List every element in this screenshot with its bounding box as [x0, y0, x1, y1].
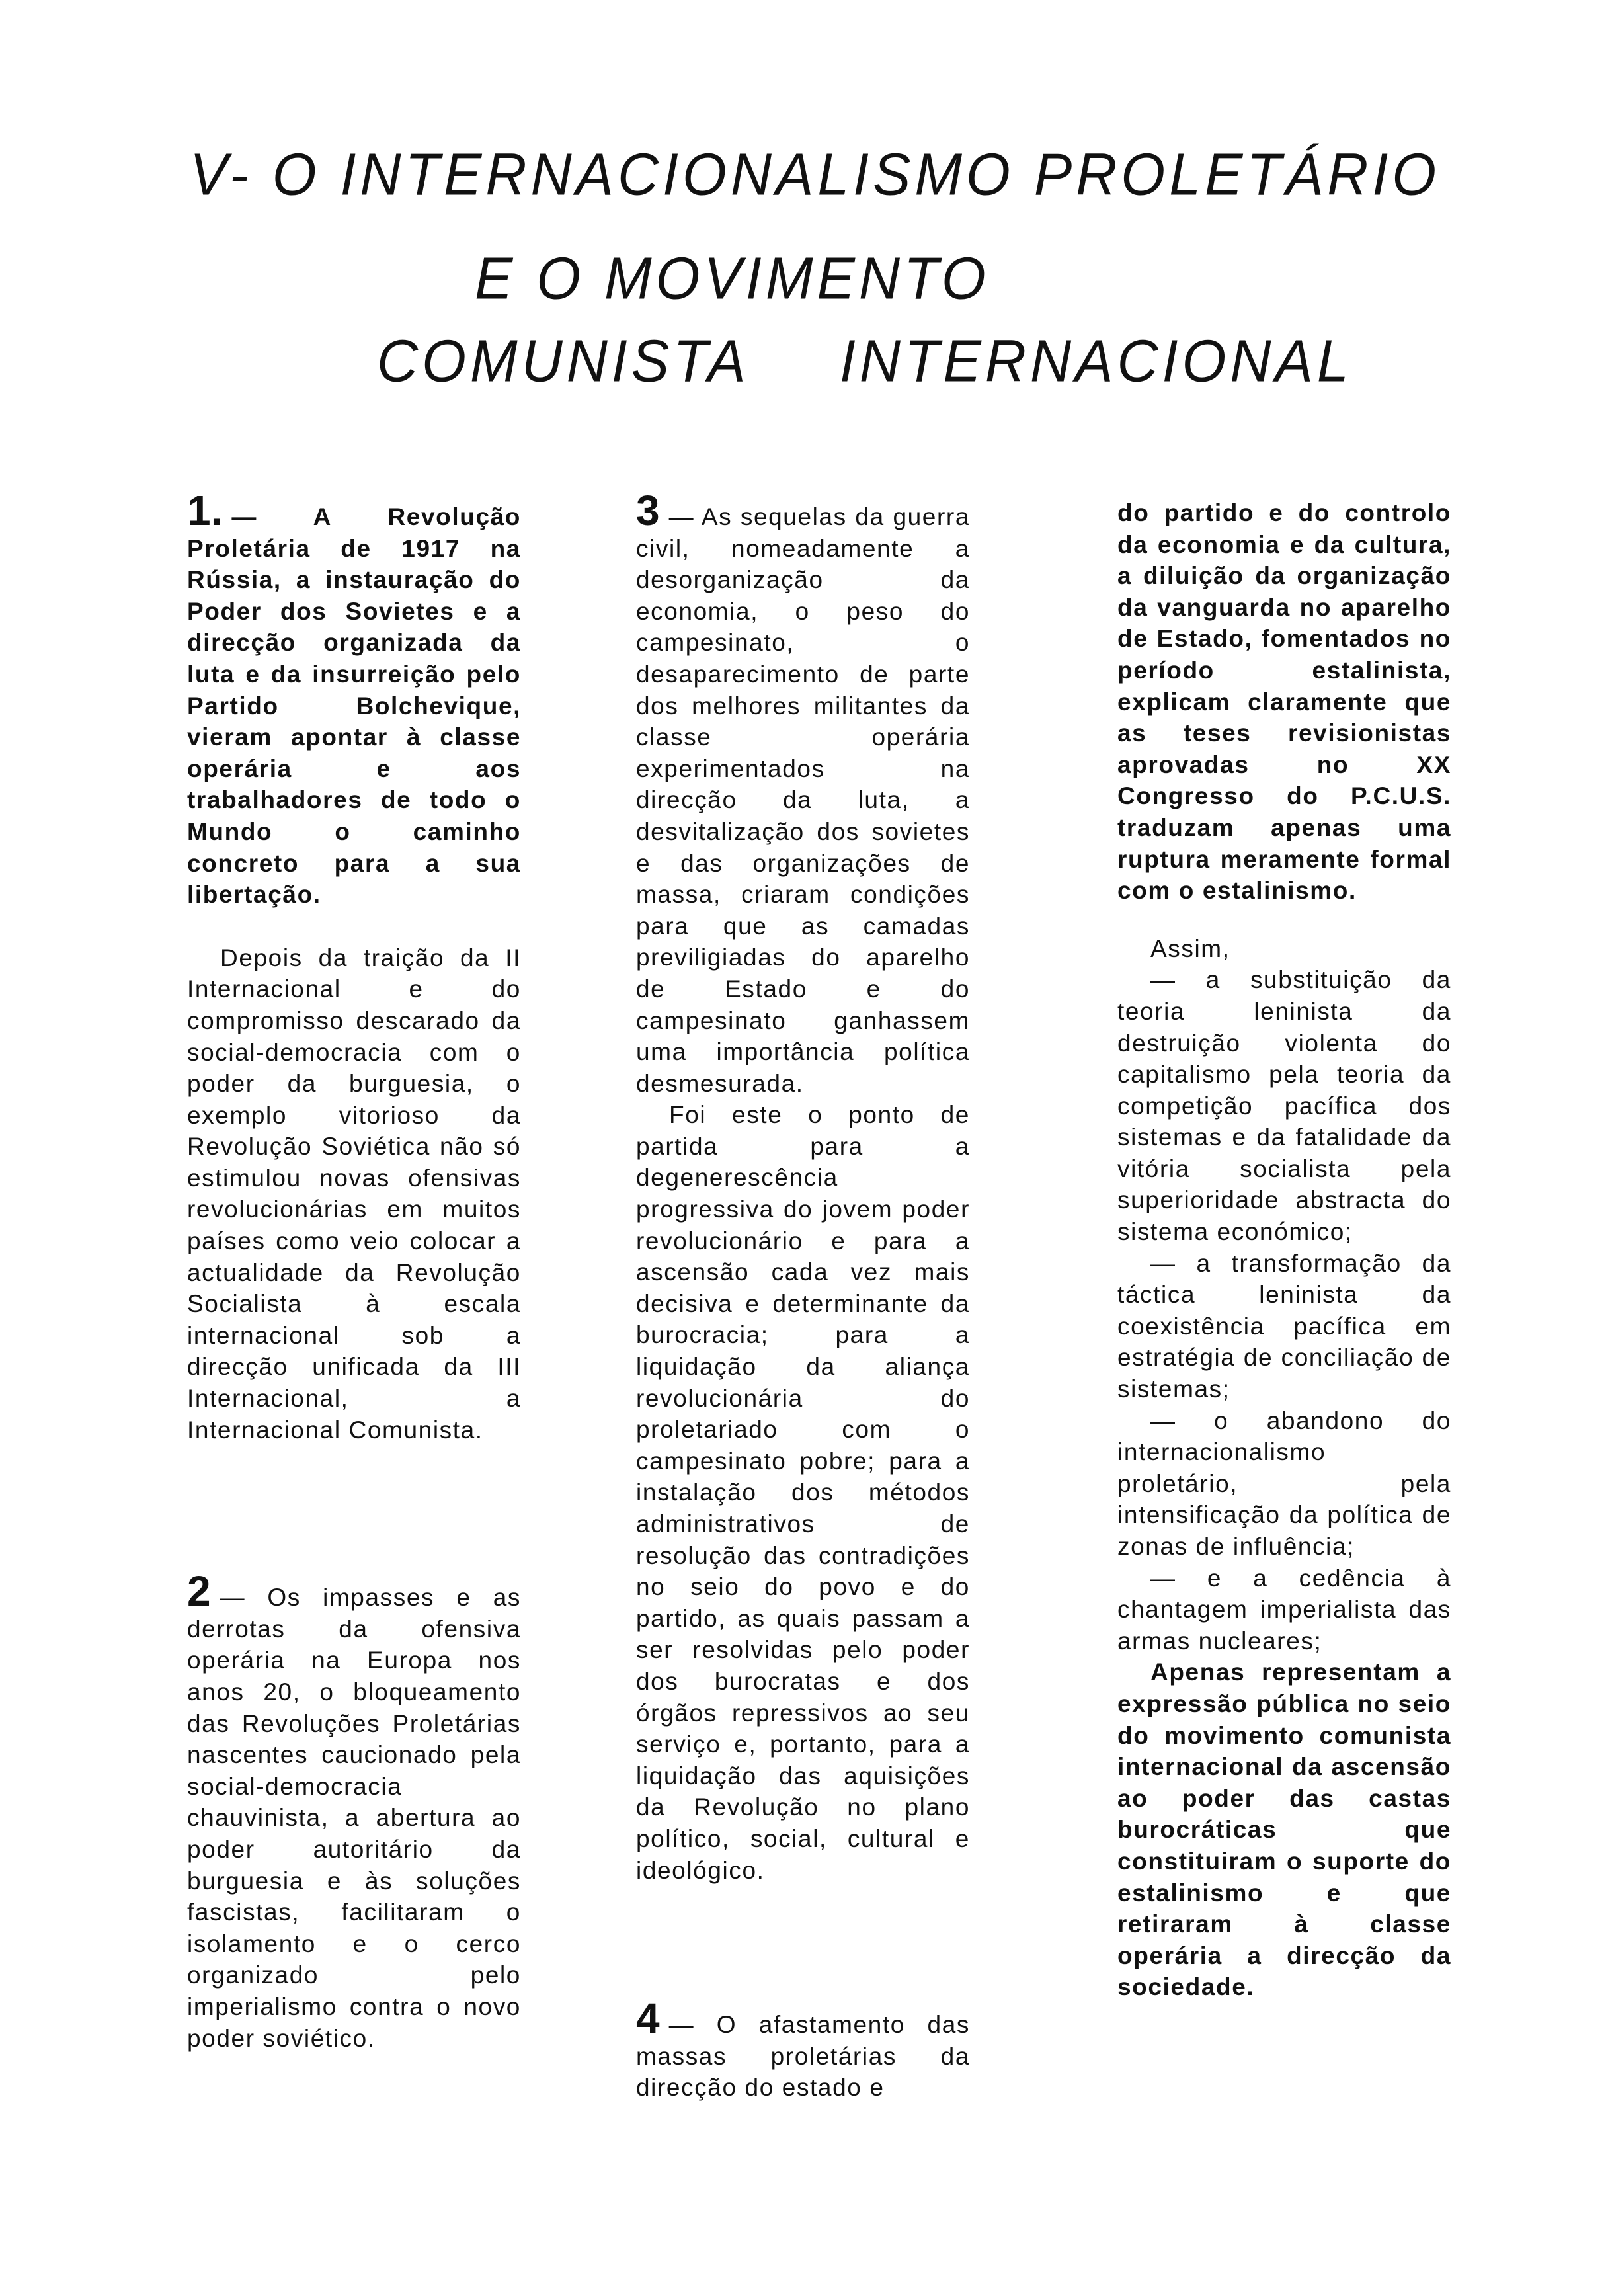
column-3 [1117, 497, 1451, 2003]
list-item: — e a cedência à chantagem imperialista das armas nucleares; [1117, 1564, 1451, 1655]
title-line-2: E O MOVIMENTO [475, 245, 990, 312]
paragraph: Assim, [1150, 934, 1230, 962]
section-number: 3 [636, 487, 660, 534]
section-2 [187, 1567, 521, 2054]
section-1 [187, 487, 521, 911]
section-number: 2 [187, 1567, 211, 1616]
column-1 [187, 487, 521, 2054]
title-line-3b: INTERNACIONAL [840, 327, 1353, 395]
paragraph: Apenas representam a expressão pública no seio do movimento comunista internacional da ascensão ao poder das castas burocráticas que constituiram o suporte do estalinismo e que retiraram à classe operária a direcção da sociedade. [1117, 1659, 1451, 2001]
title-line-3a: COMUNISTA [377, 327, 750, 395]
section-text: — A Revolução Proletária de 1917 na Rússia, a instauração do Poder dos Sovietes e a direcção organizada da luta e da insurreição pelo Partido Bolchevique, vieram apontar à classe operária e aos trabalhadores de todo o Mundo o caminho concreto para a sua libertação. [187, 503, 521, 909]
section-3 [636, 487, 970, 1099]
paragraph: do partido e do controlo da economia e da cultura, a diluição da organização da vanguarda no aparelho de Estado, fomentados no período estalinista, explicam claramente que as teses revisionistas aprovadas no XX Congresso do P.C.U.S. traduzam apenas uma ruptura meramente formal com o estalinismo. [1117, 499, 1451, 905]
title-line-1: V- O INTERNACIONALISMO PROLETÁRIO [190, 141, 1441, 208]
section-number: 1. [187, 487, 223, 534]
section-text: — O afastamento das massas proletárias da direcção do estado e [636, 2011, 970, 2102]
section-text: — Os impasses e as derrotas da ofensiva operária na Europa nos anos 20, o bloqueamento das Revoluções Proletárias nascentes caucionado pela social-democracia chauvinista, a abertura ao poder autoritário da burguesia e às soluções fascistas, facilitaram o isolamento e o cerco organizado pelo imperialismo contra o novo poder soviético. [187, 1584, 521, 2052]
section-number: 4 [636, 1994, 660, 2043]
list-item: — a transformação da táctica leninista da coexistência pacífica em estratégia de conciliação de sistemas; [1117, 1249, 1451, 1403]
section-4 [636, 1994, 970, 2104]
list-item: — o abandono do internacionalismo proletário, pela intensificação da política de zonas de influência; [1117, 1407, 1451, 1560]
column-2 [636, 487, 970, 2104]
paragraph: Foi este o ponto de partida para a degenerescência progressiva do jovem poder revolucionário e para a ascensão cada vez mais decisiva e determinante da burocracia; para a liquidação da aliança revolucionária do proletariado com o campesinato pobre; para a instalação dos métodos administrativos de resolução das contradições no seio do povo e do partido, as quais passam a ser resolvidas pelo poder dos burocratas e dos órgãos repressivos ao seu serviço e, portanto, para a liquidação das aquisições da Revolução no plano político, social, cultural e ideológico. [636, 1101, 970, 1884]
section-text: — As sequelas da guerra civil, nomeadamente a desorganização da economia, o peso do campesinato, o desaparecimento de parte dos melhores militantes da classe operária experimentados na direcção da luta, a desvitalização dos sovietes e das organizações de massa, criaram condições para que as camadas previligiadas do aparelho de Estado e do campesinato ganhassem uma importância política desmesurada. [636, 503, 970, 1097]
paragraph: Depois da traição da II Internacional e do compromisso descarado da social-democracia com o poder da burguesia, o exemplo vitorioso da Revolução Soviética não só estimulou novas ofensivas revolucionárias em muitos países como veio colocar a actualidade da Revolução Socialista à escala internacional sob a direcção unificada da III Internacional, a Internacional Comunista. [187, 944, 521, 1444]
list-item: — a substituição da teoria leninista da destruição violenta do capitalismo pela teoria da competição pacífica dos sistemas e da fatalidade da vitória socialista pela superioridade abstracta do sistema económico; [1117, 966, 1451, 1246]
